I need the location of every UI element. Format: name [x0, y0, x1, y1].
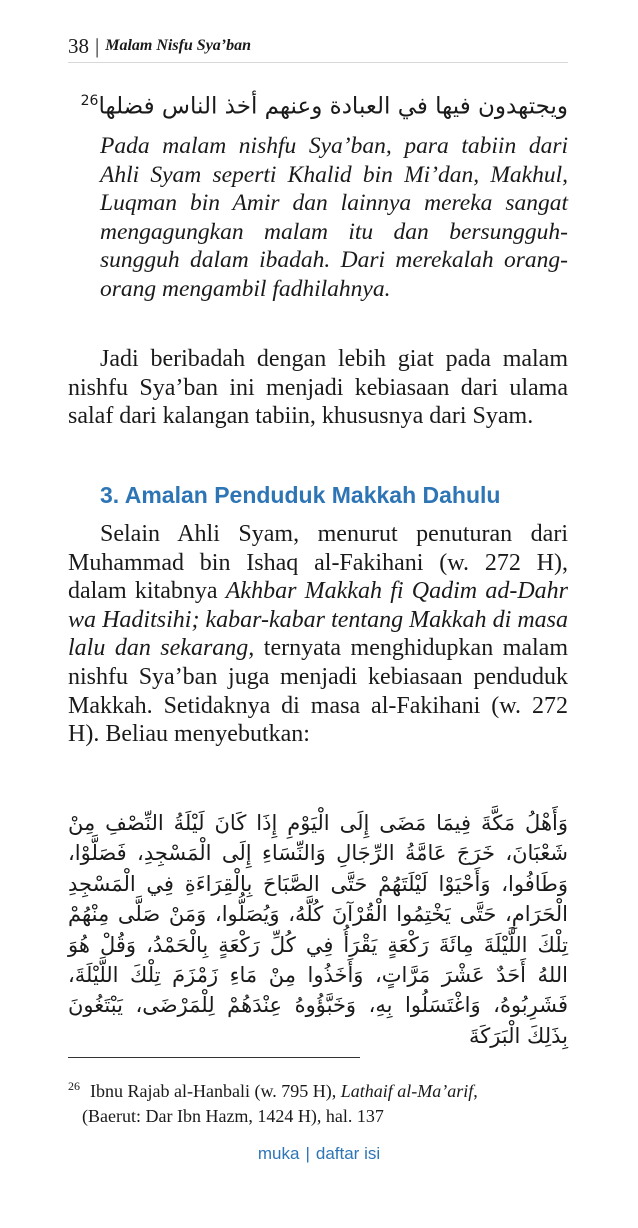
footnote-book-title: Lathaif al-Ma’arif [340, 1081, 474, 1101]
page-number: 38 [68, 33, 89, 58]
paragraph-2-part-2: ternyata menghidupkan malam nishfu Sya’ban juga menjadi kebiasaan penduduk Makkah. Setidaknya di masa al-Fakihani (w. 272 H). Beliau menyebutkan: [68, 635, 568, 748]
nav-separator: | [305, 1144, 310, 1163]
paragraph-2-part-1: Selain Ahli Syam, menurut penuturan dari Muhammad bin Ishaq al-Fakihani (w. 272 H), dalam kitabnya [68, 521, 568, 605]
footnote-publication: (Baerut: Dar Ibn Hazm, 1424 H), hal. 137 [82, 1105, 384, 1126]
arabic-intro-line [68, 84, 568, 124]
footnote [68, 1074, 568, 1128]
toc-link[interactable]: daftar isi [315, 1144, 381, 1163]
header-separator: | [95, 33, 100, 58]
footnote-text-start: Ibnu Rajab al-Hanbali (w. 795 H), [90, 1081, 341, 1101]
italic-translation-paragraph: Pada malam nishfu Sya’ban, para tabiin dari Ahli Syam seperti Khalid bin Mi’dan, Makhul, Luqman bin Amir dan lainnya mereka sangat mengagungkan malam itu dan bersungguh-sungguh dalam ibadah. Dari merekalah orang-orang mengambil fadhilahnya. [100, 133, 568, 302]
running-title: Malam Nisfu Sya’ban [105, 37, 252, 54]
body-paragraph-1: Jadi beribadah dengan lebih giat pada malam nishfu Sya’ban ini menjadi kebiasaan dari ulama salaf dari kalangan tabiin, khususnya dari Syam. [68, 346, 568, 430]
page-navigation [0, 1144, 638, 1164]
arabic-intro-text: ويجتهدون فيها في العبادة وعنهم أخذ الناس فضلها [98, 93, 568, 120]
footnote-divider [68, 1057, 360, 1058]
home-link[interactable]: muka [257, 1144, 300, 1163]
footnote-number: 26 [68, 1079, 80, 1093]
body-paragraph-2 [68, 520, 568, 749]
section-heading: 3. Amalan Penduduk Makkah Dahulu [100, 482, 501, 508]
footnote-reference[interactable]: 26 [80, 93, 99, 109]
running-header [68, 30, 568, 63]
arabic-quote: وَأَهْلُ مَكَّةَ فِيمَا مَضَى إِلَى الْيَوْمِ إِذَا كَانَ لَيْلَةُ النِّصْفِ مِنْ شَعْبَانَ، خَرَجَ عَامَّةُ الرِّجَالِ وَالنِّسَاءِ إِلَى الْمَسْجِدِ، فَصَلَّوْا، وَطَافُوا، وَأَحْيَوْا لَيْلَتَهُمْ حَتَّى الصَّبَاحَ بِالْقِرَاءَةِ فِي الْمَسْجِدِ الْحَرَامِ، حَتَّى يَخْتِمُوا الْقُرْآنَ كُلَّهُ، وَيُصَلُّوا، وَمَنْ صَلَّى مِنْهُمْ تِلْكَ اللَّيْلَةَ مِائَةَ رَكْعَةٍ يَقْرَأُ فِي كُلِّ رَكْعَةٍ بِالْحَمْدُ، وَقُلْ هُوَ اللهُ أَحَدٌ عَشْرَ مَرَّاتٍ، وَأَخَذُوا مِنْ مَاءِ زَمْزَمَ تِلْكَ اللَّيْلَةَ، فَشَرِبُوهُ، وَاغْتَسَلُوا بِهِ، وَخَبَّؤُوهُ عِنْدَهُمْ لِلْمَرْضَى، يَبْتَغُونَ بِذَلِكَ الْبَرَكَةَ [68, 811, 568, 1048]
footnote-comma: , [473, 1081, 478, 1101]
book-title: Akhbar Makkah fi Qadim ad-Dahr wa Haditsihi; kabar-kabar tentang Makkah di masa lalu dan sekarang, [68, 578, 569, 662]
